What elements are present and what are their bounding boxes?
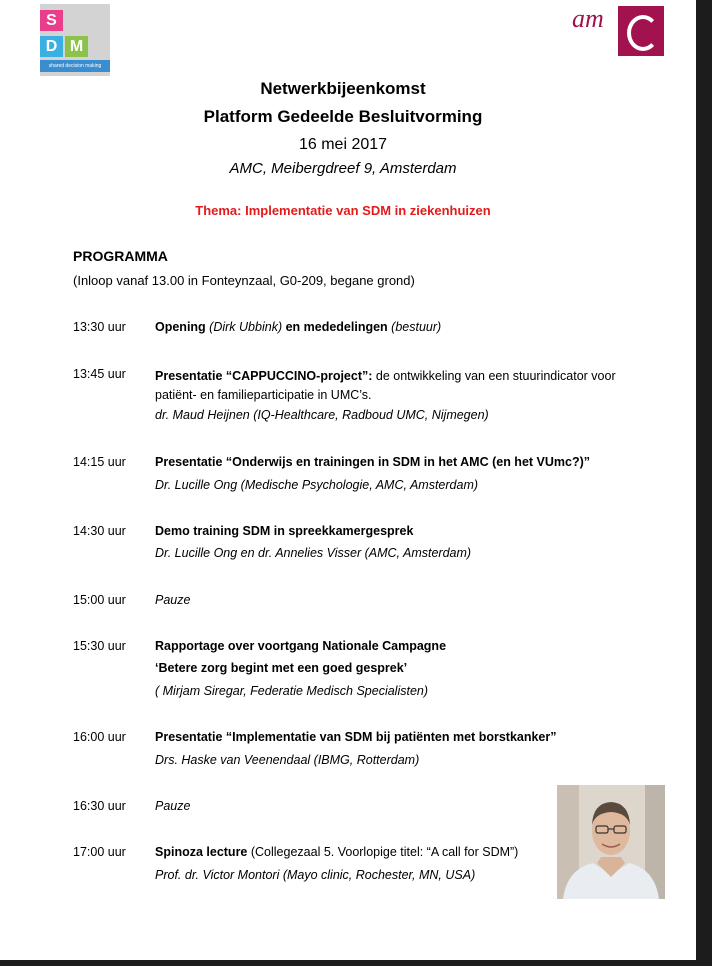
item-speaker: Drs. Haske van Veenendaal (IBMG, Rotterdam)	[155, 753, 420, 767]
item-time: 14:30 uur	[73, 524, 126, 538]
item-speaker: Dr. Lucille Ong (Medische Psychologie, AMC, Amsterdam)	[155, 478, 479, 492]
item-title: Presentatie “Onderwijs en trainingen in SDM in het AMC (en het VUmc?)”	[155, 455, 591, 469]
sdm-logo-tagline: shared decision making	[40, 60, 110, 72]
item-title: Spinoza lecture (Collegezaal 5. Voorlopige titel: “A call for SDM”)	[155, 845, 519, 859]
item-time: 14:15 uur	[73, 455, 126, 469]
programme-inloop: (Inloop vanaf 13.00 in Fonteynzaal, G0-209, begane grond)	[73, 273, 415, 288]
page-edge-bottom	[0, 960, 712, 966]
item-time: 13:30 uur	[73, 320, 126, 334]
item-title: Pauze	[155, 593, 191, 607]
item-time: 16:30 uur	[73, 799, 126, 813]
item-title: Rapportage over voortgang Nationale Campagne	[155, 639, 447, 653]
event-title: Netwerkbijeenkomst	[260, 79, 426, 98]
amc-logo-text: am	[572, 4, 604, 33]
page-edge-right	[696, 0, 712, 966]
event-date: 16 mei 2017	[298, 136, 388, 153]
item-subtitle: ‘Betere zorg begint met een goed gesprek’	[155, 661, 408, 675]
item-title: Opening (Dirk Ubbink) en mededelingen (bestuur)	[155, 320, 442, 334]
event-theme: Thema: Implementatie van SDM in ziekenhuizen	[195, 203, 491, 218]
item-title: Presentatie “CAPPUCCINO-project”: de ontwikkeling van een stuurindicator voor patiënt- en familieparticipatie in UMC’s.	[155, 369, 616, 402]
item-time: 15:00 uur	[73, 593, 126, 607]
sdm-logo	[40, 4, 110, 76]
speaker-photo	[557, 785, 665, 899]
sdm-logo-s: S	[40, 10, 63, 31]
item-title: Pauze	[155, 799, 191, 813]
item-time: 17:00 uur	[73, 845, 126, 859]
item-speaker: Prof. dr. Victor Montori (Mayo clinic, Rochester, MN, USA)	[155, 868, 476, 882]
sdm-logo-m: M	[65, 36, 88, 57]
item-title: Demo training SDM in spreekkamergesprek	[155, 524, 414, 538]
sdm-logo-d: D	[40, 36, 63, 57]
item-title: Presentatie “Implementatie van SDM bij patiënten met borstkanker”	[155, 730, 557, 744]
item-speaker: Dr. Lucille Ong en dr. Annelies Visser (AMC, Amsterdam)	[155, 546, 472, 560]
platform-title: Platform Gedeelde Besluitvorming	[203, 107, 483, 126]
event-location: AMC, Meibergdreef 9, Amsterdam	[229, 160, 457, 177]
programme-heading: PROGRAMMA	[73, 248, 168, 264]
item-time: 16:00 uur	[73, 730, 126, 744]
item-time: 13:45 uur	[73, 367, 126, 381]
amc-logo-c-mark	[618, 6, 664, 56]
amc-logo	[572, 4, 666, 56]
item-speaker: ( Mirjam Siregar, Federatie Medisch Specialisten)	[155, 684, 429, 698]
item-time: 15:30 uur	[73, 639, 126, 653]
item-speaker: dr. Maud Heijnen (IQ-Healthcare, Radboud UMC, Nijmegen)	[155, 408, 489, 422]
